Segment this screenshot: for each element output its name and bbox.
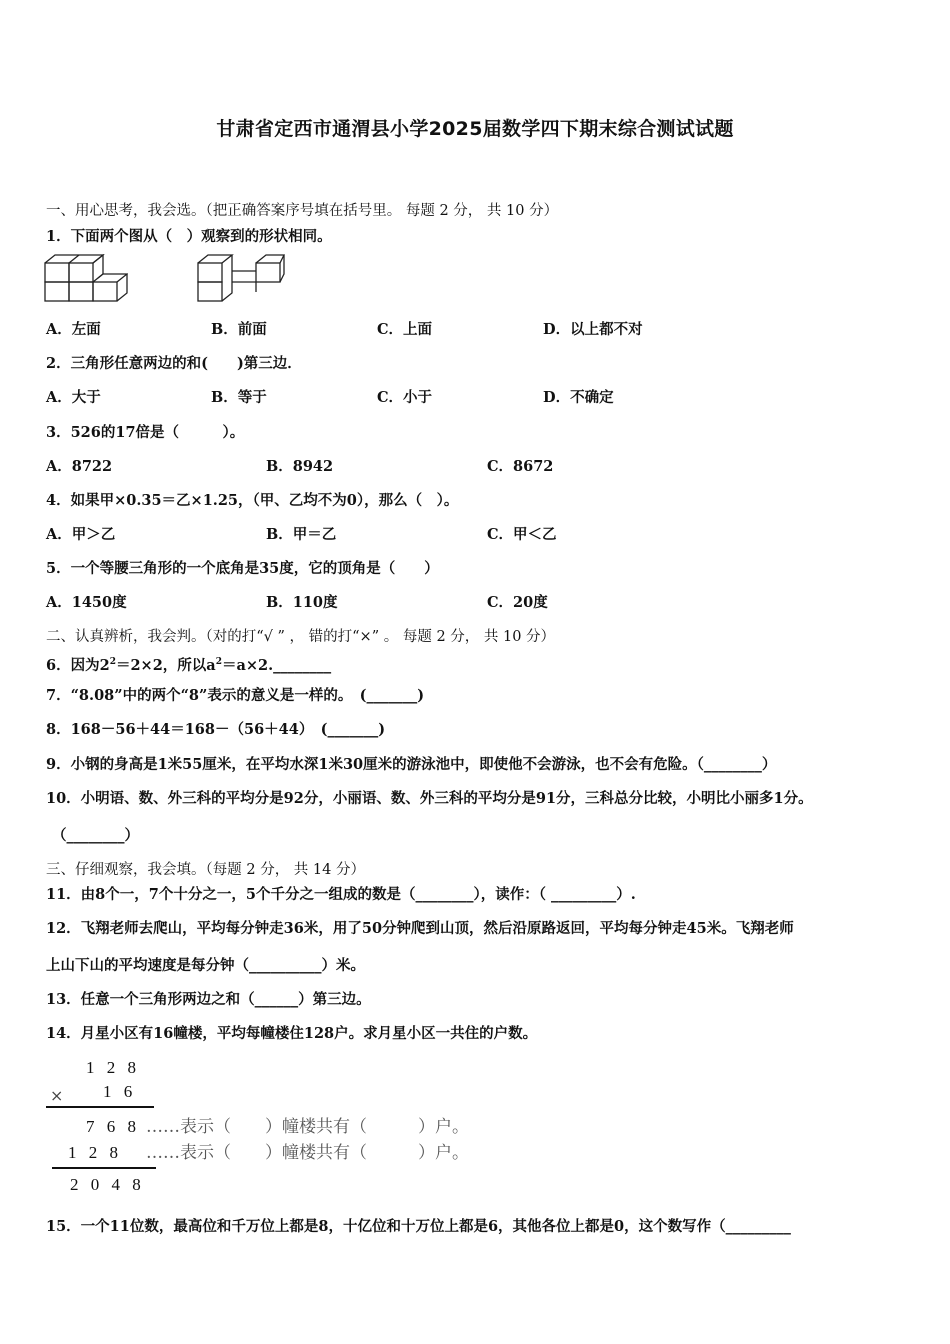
q1-option-b: B．前面 [211, 321, 267, 338]
q4-option-a: A．甲＞乙 [46, 526, 116, 543]
q5-option-c: C．20度 [487, 594, 548, 611]
q3-option-c: C．8672 [487, 458, 554, 475]
calc-partial-1-note: ……表示（ ）幢楼共有（ ）户。 [146, 1117, 469, 1137]
calc-result: 2 0 4 8 [70, 1175, 145, 1194]
q5-option-a: A．1450度 [46, 594, 127, 611]
question-13: 13．任意一个三角形两边之和（______）第三边。 [46, 991, 371, 1008]
calc-partial-2: 1 2 8 [68, 1143, 122, 1162]
question-12-line-2: 上山下山的平均速度是每分钟（__________）米。 [46, 957, 365, 974]
question-10-line-1: 10．小明语、数、外三科的平均分是92分，小丽语、数、外三科的平均分是91分，三科总分比较，小明比小丽多1分。 [46, 790, 813, 807]
q6-suffix: ＝a×2.________ [221, 656, 332, 674]
cube-figure-right [195, 254, 287, 304]
question-14: 14．月星小区有16幢楼，平均每幢楼住128户。求月星小区一共住的户数。 [46, 1025, 538, 1042]
q2-option-a: A．大于 [46, 389, 101, 406]
q6-mid: ＝2×2，所以a [115, 656, 216, 674]
q3-option-a: A．8722 [46, 458, 113, 475]
calc-rule-2 [52, 1167, 156, 1169]
calc-partial-2-note: ……表示（ ）幢楼共有（ ）户。 [146, 1143, 469, 1163]
q2-option-b: B．等于 [211, 389, 267, 406]
question-1-stem: 1．下面两个图从（ ）观察到的形状相同。 [46, 228, 332, 245]
cube-figure-left [42, 254, 128, 304]
calc-multiplicand: 1 2 8 [86, 1058, 140, 1077]
section-3-heading: 三、仔细观察，我会填。（每题 2 分， 共 14 分） [46, 862, 365, 878]
q6-prefix: 6．因为2 [46, 656, 110, 674]
q1-option-d: D．以上都不对 [543, 321, 643, 338]
question-15: 15．一个11位数，最高位和千万位上都是8，十亿位和十万位上都是6，其他各位上都是0，这个数写作（_________ [46, 1218, 791, 1235]
q6-sup-1: 2 [109, 657, 116, 667]
page-title: 甘肃省定西市通渭县小学2025届数学四下期末综合测试试题 [216, 118, 734, 140]
question-3-stem: 3．526的17倍是（ ）。 [46, 424, 245, 441]
q3-option-b: B．8942 [266, 458, 334, 475]
calc-rule-1 [46, 1106, 154, 1108]
question-6 [46, 653, 331, 675]
question-9: 9．小钢的身高是1米55厘米，在平均水深1米30厘米的游泳池中，即使他不会游泳，也不会有危险。（________） [46, 756, 777, 773]
section-2-heading: 二、认真辨析，我会判。（对的打“√ ” ， 错的打“×” 。 每题 2 分， 共 10 分） [46, 629, 556, 645]
question-4-stem: 4．如果甲×0.35＝乙×1.25，（甲、乙均不为0），那么（ ）。 [46, 492, 459, 509]
q2-option-c: C．小于 [377, 389, 433, 406]
q1-option-a: A．左面 [46, 321, 101, 338]
question-10-line-2: （________） [52, 827, 139, 844]
question-8: 8．168－56＋44＝168－（56＋44） (_______) [46, 721, 386, 738]
calc-partial-1: 7 6 8 [86, 1117, 140, 1136]
question-11: 11．由8个一，7个十分之一，5个千分之一组成的数是（________），读作：（ _________）. [46, 886, 636, 903]
q4-option-b: B．甲＝乙 [266, 526, 337, 543]
q1-option-c: C．上面 [377, 321, 433, 338]
question-5-stem: 5．一个等腰三角形的一个底角是35度，它的顶角是（ ） [46, 560, 439, 577]
question-7: 7．“8.08”中的两个“8”表示的意义是一样的。 (_______) [46, 687, 425, 704]
q6-sup-2: 2 [215, 657, 222, 667]
question-12-line-1: 12．飞翔老师去爬山，平均每分钟走36米，用了50分钟爬到山顶，然后沿原路返回，平均每分钟走45米。飞翔老师 [46, 920, 794, 937]
q4-option-c: C．甲＜乙 [487, 526, 557, 543]
q5-option-b: B．110度 [266, 594, 338, 611]
q2-option-d: D．不确定 [543, 389, 614, 406]
section-1-heading: 一、用心思考，我会选。（把正确答案序号填在括号里。 每题 2 分， 共 10 分） [46, 203, 559, 219]
times-sign: × [50, 1086, 64, 1105]
calc-multiplier: 1 6 [103, 1082, 137, 1101]
question-2-stem: 2．三角形任意两边的和( )第三边． [46, 355, 302, 372]
